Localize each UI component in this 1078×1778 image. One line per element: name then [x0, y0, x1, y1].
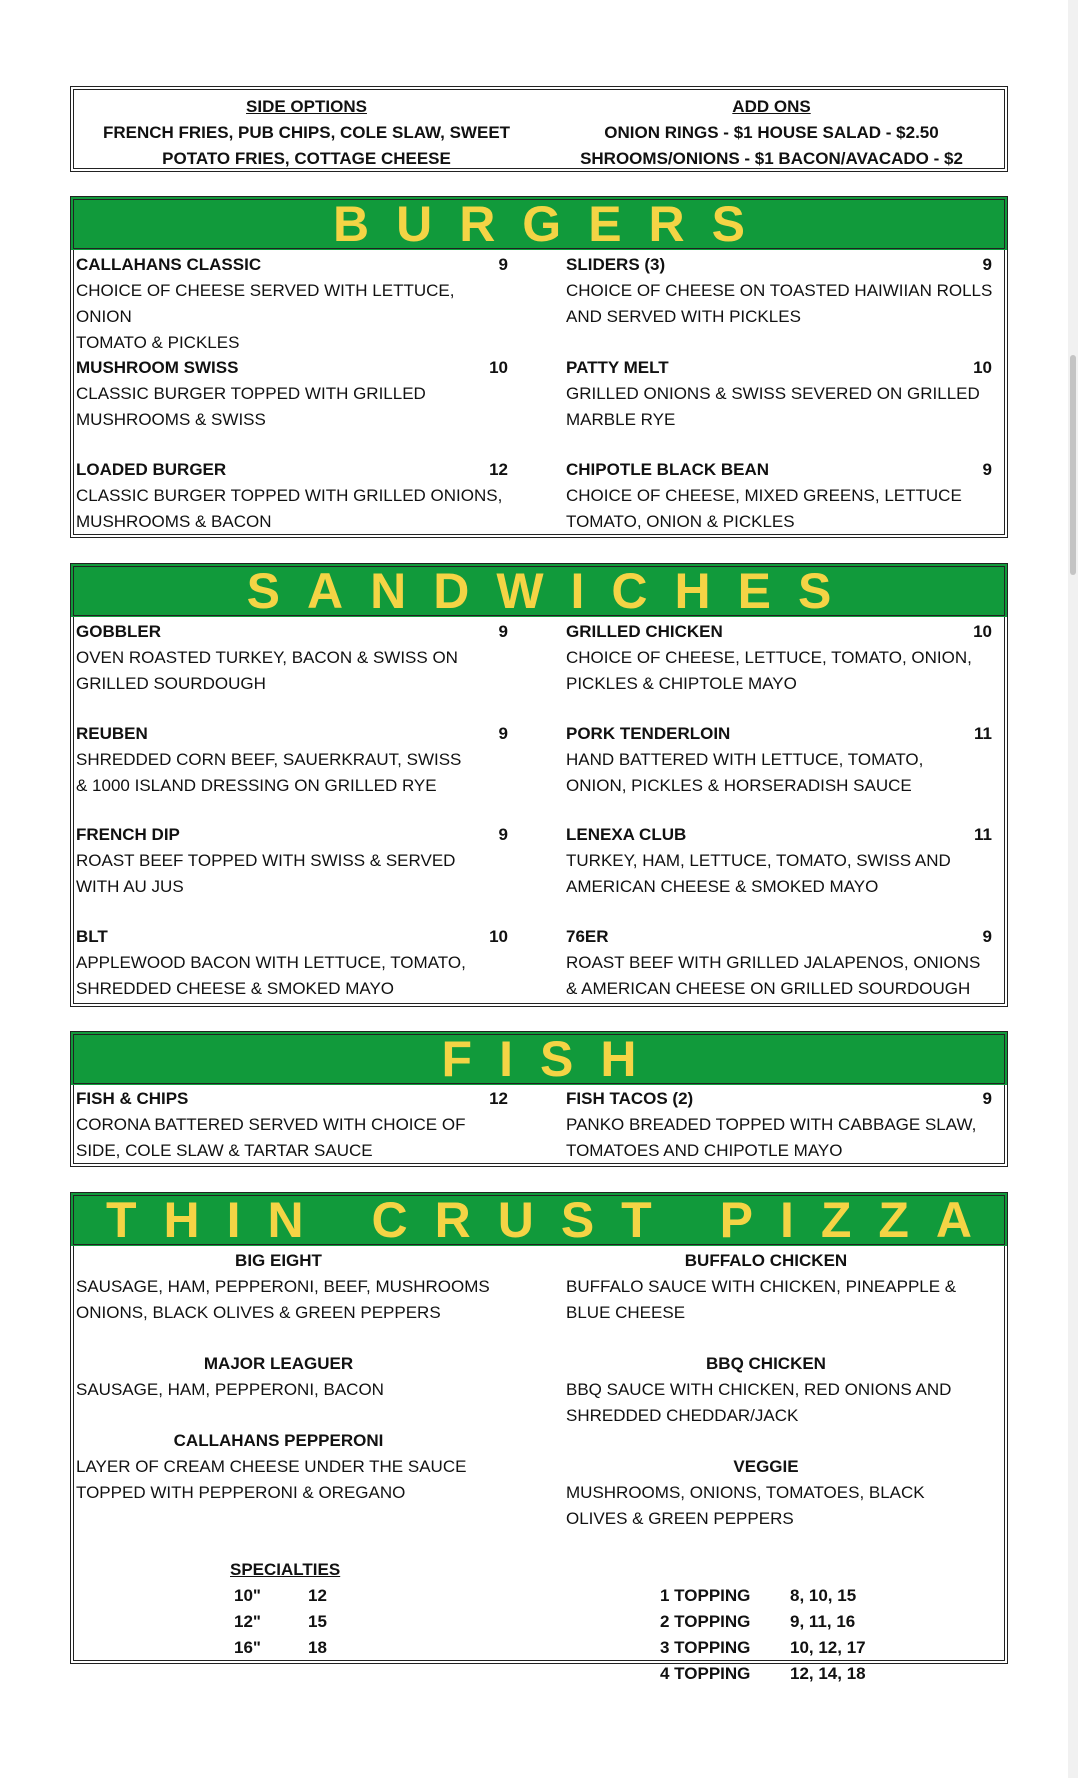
- menu-item: [566, 1086, 996, 1164]
- item-description: AND SERVED WITH PICKLES: [566, 307, 801, 326]
- toppings-row: [660, 1583, 900, 1609]
- sandwiches-title: SANDWICHES: [246, 563, 859, 619]
- pizza-description: SAUSAGE, HAM, PEPPERONI, BACON: [76, 1380, 384, 1399]
- specialties-heading: SPECIALTIES: [230, 1560, 341, 1579]
- item-description: SHREDDED CORN BEEF, SAUERKRAUT, SWISS: [76, 750, 462, 769]
- topping-count: 2 TOPPING: [660, 1612, 751, 1631]
- item-description: MARBLE RYE: [566, 410, 676, 429]
- add-ons-heading: ADD ONS: [732, 97, 811, 116]
- item-price: 10: [489, 927, 508, 946]
- item-description: CLASSIC BURGER TOPPED WITH GRILLED ONIONS,: [76, 486, 503, 505]
- item-description: GRILLED ONIONS & SWISS SEVERED ON GRILLED: [566, 384, 980, 403]
- menu-item: [76, 457, 506, 535]
- item-description: & AMERICAN CHEESE ON GRILLED SOURDOUGH: [566, 979, 971, 998]
- fish-title: FISH: [441, 1031, 664, 1087]
- item-name: GRILLED CHICKEN: [566, 622, 723, 641]
- menu-item: [76, 924, 506, 1002]
- pizza-name: BUFFALO CHICKEN: [684, 1251, 848, 1270]
- pizza-title: THIN CRUST PIZZA: [105, 1192, 1000, 1248]
- add-ons-line: SHROOMS/ONIONS - $1 BACON/AVACADO - $2: [580, 149, 963, 168]
- menu-item: [76, 355, 506, 433]
- pizza-description: TOPPED WITH PEPPERONI & OREGANO: [76, 1483, 406, 1502]
- specialties-table: [230, 1557, 350, 1661]
- pizza-description: MUSHROOMS, ONIONS, TOMATOES, BLACK: [566, 1483, 925, 1502]
- item-description: MUSHROOMS & SWISS: [76, 410, 266, 429]
- item-description: APPLEWOOD BACON WITH LETTUCE, TOMATO,: [76, 953, 466, 972]
- pizza-size: 10": [234, 1586, 261, 1605]
- toppings-row: [660, 1661, 900, 1687]
- pizza-name: BIG EIGHT: [235, 1251, 322, 1270]
- pizza-description: LAYER OF CREAM CHEESE UNDER THE SAUCE: [76, 1457, 467, 1476]
- pizza-description: ONIONS, BLACK OLIVES & GREEN PEPPERS: [76, 1303, 441, 1322]
- toppings-row: [660, 1635, 900, 1661]
- item-description: SHREDDED CHEESE & SMOKED MAYO: [76, 979, 395, 998]
- pizza-item: [76, 1428, 506, 1506]
- burgers-banner: [70, 196, 1008, 252]
- item-price: 10: [973, 622, 992, 641]
- item-name: GOBBLER: [76, 622, 161, 641]
- menu-item: [566, 252, 996, 330]
- add-ons: [539, 90, 1004, 168]
- item-price: 12: [489, 1089, 508, 1108]
- item-description: TURKEY, HAM, LETTUCE, TOMATO, SWISS AND: [566, 851, 951, 870]
- item-price: 11: [974, 724, 992, 743]
- item-description: CLASSIC BURGER TOPPED WITH GRILLED: [76, 384, 426, 403]
- item-price: 9: [498, 622, 508, 641]
- menu-item: [76, 1086, 506, 1164]
- item-name: SLIDERS (3): [566, 255, 666, 274]
- pizza-name: BBQ CHICKEN: [706, 1354, 826, 1373]
- item-price: 9: [498, 255, 508, 274]
- item-name: 76ER: [566, 927, 609, 946]
- item-description: TOMATOES AND CHIPOTLE MAYO: [566, 1141, 843, 1160]
- item-description: ONION, PICKLES & HORSERADISH SAUCE: [566, 776, 912, 795]
- item-description: & 1000 ISLAND DRESSING ON GRILLED RYE: [76, 776, 437, 795]
- pizza-price: 12: [308, 1586, 327, 1605]
- menu-item: [566, 457, 996, 535]
- menu-item: [76, 721, 506, 799]
- item-description: CHOICE OF CHEESE, LETTUCE, TOMATO, ONION,: [566, 648, 972, 667]
- sandwiches-section: [70, 617, 1008, 1007]
- item-description: TOMATO, ONION & PICKLES: [566, 512, 795, 531]
- pizza-banner: [70, 1192, 1008, 1248]
- scrollbar-thumb[interactable]: [1070, 355, 1076, 575]
- add-ons-line: ONION RINGS - $1 HOUSE SALAD - $2.50: [604, 123, 939, 142]
- item-description: GRILLED SOURDOUGH: [76, 674, 266, 693]
- pizza-description: SHREDDED CHEDDAR/JACK: [566, 1406, 799, 1425]
- side-options-line: POTATO FRIES, COTTAGE CHEESE: [162, 149, 451, 168]
- topping-count: 3 TOPPING: [660, 1638, 751, 1657]
- item-description: AMERICAN CHEESE & SMOKED MAYO: [566, 877, 879, 896]
- item-price: 12: [489, 460, 508, 479]
- item-description: HAND BATTERED WITH LETTUCE, TOMATO,: [566, 750, 924, 769]
- fish-banner: [70, 1031, 1008, 1087]
- pizza-item: [76, 1248, 506, 1326]
- item-name: LOADED BURGER: [76, 460, 227, 479]
- side-options-line: FRENCH FRIES, PUB CHIPS, COLE SLAW, SWEET: [102, 123, 511, 142]
- sandwiches-banner: [70, 563, 1008, 619]
- pizza-item: [566, 1351, 996, 1429]
- item-name: CHIPOTLE BLACK BEAN: [566, 460, 770, 479]
- pizza-price: 18: [308, 1638, 327, 1657]
- item-description: CHOICE OF CHEESE, MIXED GREENS, LETTUCE: [566, 486, 962, 505]
- specialties-row: [230, 1609, 350, 1635]
- menu-item: [76, 619, 506, 697]
- item-name: PORK TENDERLOIN: [566, 724, 731, 743]
- topping-prices: 10, 12, 17: [790, 1638, 866, 1657]
- menu-item: [76, 252, 506, 356]
- item-name: BLT: [76, 927, 108, 946]
- menu-item: [566, 355, 996, 433]
- pizza-name: MAJOR LEAGUER: [203, 1354, 354, 1373]
- item-name: MUSHROOM SWISS: [76, 358, 239, 377]
- side-options-box: [70, 86, 1008, 172]
- item-name: FRENCH DIP: [76, 825, 180, 844]
- menu-item: [76, 822, 506, 900]
- item-name: CALLAHANS CLASSIC: [76, 255, 262, 274]
- toppings-row: [660, 1609, 900, 1635]
- item-price: 9: [498, 825, 508, 844]
- pizza-description: OLIVES & GREEN PEPPERS: [566, 1509, 794, 1528]
- item-description: CORONA BATTERED SERVED WITH CHOICE OF: [76, 1115, 466, 1134]
- item-price: 11: [974, 825, 992, 844]
- item-description: ROAST BEEF TOPPED WITH SWISS & SERVED: [76, 851, 456, 870]
- pizza-description: BUFFALO SAUCE WITH CHICKEN, PINEAPPLE &: [566, 1277, 957, 1296]
- item-description: CHOICE OF CHEESE ON TOASTED HAIWIIAN ROLLS: [566, 281, 993, 300]
- item-description: TOMATO & PICKLES: [76, 333, 240, 352]
- item-description: WITH AU JUS: [76, 877, 184, 896]
- pizza-description: SAUSAGE, HAM, PEPPERONI, BEEF, MUSHROOMS: [76, 1277, 490, 1296]
- topping-prices: 9, 11, 16: [790, 1612, 856, 1631]
- burgers-section: [70, 250, 1008, 538]
- topping-count: 1 TOPPING: [660, 1586, 751, 1605]
- item-description: OVEN ROASTED TURKEY, BACON & SWISS ON: [76, 648, 458, 667]
- menu-item: [566, 822, 996, 900]
- topping-prices: 8, 10, 15: [790, 1586, 857, 1605]
- burgers-title: BURGERS: [332, 196, 773, 252]
- item-name: FISH TACOS (2): [566, 1089, 694, 1108]
- scrollbar[interactable]: [1068, 0, 1078, 1778]
- menu-item: [566, 721, 996, 799]
- topping-count: 4 TOPPING: [660, 1664, 751, 1683]
- pizza-item: [76, 1351, 506, 1403]
- specialties-row: [230, 1583, 350, 1609]
- pizza-description: BBQ SAUCE WITH CHICKEN, RED ONIONS AND: [566, 1380, 952, 1399]
- item-name: REUBEN: [76, 724, 148, 743]
- item-description: MUSHROOMS & BACON: [76, 512, 272, 531]
- item-description: ROAST BEEF WITH GRILLED JALAPENOS, ONIONS: [566, 953, 981, 972]
- pizza-item: [566, 1454, 996, 1532]
- item-price: 9: [982, 927, 992, 946]
- pizza-size: 12": [234, 1612, 261, 1631]
- pizza-name: CALLAHANS PEPPERONI: [173, 1431, 384, 1450]
- item-price: 10: [973, 358, 992, 377]
- item-price: 9: [982, 1089, 992, 1108]
- pizza-section: [70, 1246, 1008, 1683]
- item-description: SIDE, COLE SLAW & TARTAR SAUCE: [76, 1141, 373, 1160]
- topping-prices: 12, 14, 18: [790, 1664, 866, 1683]
- item-description: CHOICE OF CHEESE SERVED WITH LETTUCE, ONION: [76, 281, 455, 326]
- pizza-size: 16": [234, 1638, 261, 1657]
- menu-item: [566, 924, 996, 1002]
- item-price: 9: [982, 460, 992, 479]
- pizza-name: VEGGIE: [733, 1457, 799, 1476]
- side-options: [74, 90, 539, 168]
- toppings-table: [660, 1583, 900, 1687]
- item-price: 9: [498, 724, 508, 743]
- side-options-heading: SIDE OPTIONS: [246, 97, 367, 116]
- item-name: FISH & CHIPS: [76, 1089, 189, 1108]
- specialties-row: [230, 1635, 350, 1661]
- item-price: 10: [489, 358, 508, 377]
- pizza-item: [566, 1248, 996, 1326]
- item-description: PANKO BREADED TOPPED WITH CABBAGE SLAW,: [566, 1115, 977, 1134]
- item-price: 9: [982, 255, 992, 274]
- item-name: LENEXA CLUB: [566, 825, 687, 844]
- menu-item: [566, 619, 996, 697]
- item-description: PICKLES & CHIPTOLE MAYO: [566, 674, 797, 693]
- pizza-description: BLUE CHEESE: [566, 1303, 686, 1322]
- item-name: PATTY MELT: [566, 358, 669, 377]
- pizza-price: 15: [308, 1612, 327, 1631]
- fish-section: [70, 1085, 1008, 1167]
